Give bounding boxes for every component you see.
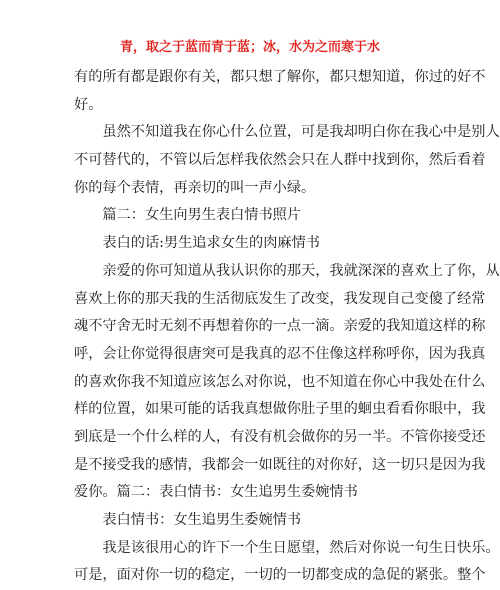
document-body [74, 64, 500, 590]
page-header-quote: 青，取之于蓝而青于蓝；冰，水为之而寒于水 [119, 40, 380, 55]
text-line: 喜欢上你的那天我的生活彻底发生了改变，我发现自己变傻了经常 [74, 290, 486, 307]
text-line: 好。 [74, 96, 103, 113]
text-line: 到底是一个什么样的人，有没有机会做你的另一半。不管你接受还 [74, 428, 486, 445]
text-line: 虽然不知道我在你心什么位置，可是我却明白你在我心中是别人 [74, 124, 500, 141]
text-line: 爱你。篇二：表白情书：女生追男生委婉情书 [74, 484, 358, 501]
text-line: 是不接受我的感情，我都会一如既往的对你好，这一切只是因为我 [74, 456, 486, 473]
text-line: 样的位置，如果可能的话我真想做你肚子里的蛔虫看看你眼中，我 [74, 401, 486, 418]
text-line: 魂不守舍无时无刻不再想着你的一点一滴。亲爱的我知道这样的称 [74, 318, 486, 335]
text-line: 有的所有都是跟你有关，都只想了解你，都只想知道，你过的好不 [74, 69, 486, 85]
text-line: 我是该很用心的许下一个生日愿望，然后对你说一句生日快乐。 [74, 539, 500, 556]
text-line: 可是，面对你一切的稳定，一切的一切都变成的急促的紧张。整个 [74, 567, 486, 584]
subsection-heading: 表白情书：女生追男生委婉情书 [74, 512, 302, 528]
text-line: 呼，会让你觉得很唐突可是我真的忍不住像这样称呼你，因为我真 [74, 345, 486, 362]
text-line: 不可替代的，不管以后怎样我依然会只在人群中找到你，然后看着 [74, 152, 486, 169]
text-line: 的喜欢你我不知道应该怎么对你说，也不知道在你心中我处在什么 [74, 373, 486, 390]
subsection-heading: 表白的话:男生追求女生的肉麻情书 [74, 235, 320, 252]
section-heading: 篇二：女生向男生表白情书照片 [74, 207, 302, 224]
text-line: 你的每个表情，再亲切的叫一声小绿。 [74, 179, 316, 196]
text-line: 亲爱的你可知道从我认识你的那天，我就深深的喜欢上了你，从 [74, 262, 500, 279]
